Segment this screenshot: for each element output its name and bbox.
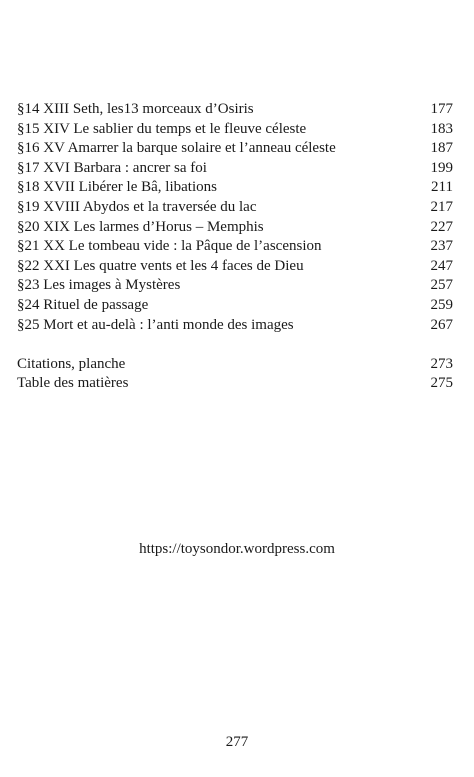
toc-entry-page: 217 xyxy=(430,198,453,215)
toc-entry-page: 237 xyxy=(430,238,453,255)
toc-entry xyxy=(17,198,453,218)
toc-entry-title: §21 XX Le tombeau vide : la Pâque de l’ascension xyxy=(17,238,322,255)
toc-entry xyxy=(17,218,453,238)
toc-entry-title: §16 XV Amarrer la barque solaire et l’anneau céleste xyxy=(17,140,336,157)
toc-entry xyxy=(17,120,453,140)
toc-entry xyxy=(17,139,453,159)
toc-entry-title: §17 XVI Barbara : ancrer sa foi xyxy=(17,159,207,176)
toc-entry-page: 187 xyxy=(430,140,453,157)
toc-entry xyxy=(17,178,453,198)
toc-entry-page: 267 xyxy=(430,316,453,333)
toc-entry xyxy=(17,159,453,179)
toc-entry-page: 227 xyxy=(430,218,453,235)
toc-entry-title: §20 XIX Les larmes d’Horus – Memphis xyxy=(17,218,264,235)
toc-entry-title: §18 XVII Libérer le Bâ, libations xyxy=(17,179,217,196)
toc-entry-page: 259 xyxy=(430,296,453,313)
toc-entry-title: §23 Les images à Mystères xyxy=(17,277,181,294)
toc-entry-page: 273 xyxy=(430,355,453,372)
toc-entry-title: §19 XVIII Abydos et la traversée du lac xyxy=(17,198,257,215)
table-of-contents xyxy=(17,100,453,394)
toc-appendix-entry xyxy=(17,374,453,394)
toc-entry-page: 275 xyxy=(430,375,453,392)
toc-entry-title: §22 XXI Les quatre vents et les 4 faces de Dieu xyxy=(17,257,304,274)
toc-entry xyxy=(17,257,453,277)
toc-entry xyxy=(17,296,453,316)
toc-entry-title: Table des matières xyxy=(17,375,129,392)
toc-entry-page: 177 xyxy=(430,101,453,117)
website-url: https://toysondor.wordpress.com xyxy=(139,541,335,557)
toc-entry xyxy=(17,100,453,120)
toc-entry xyxy=(17,276,453,296)
toc-entry-page: 199 xyxy=(430,159,453,176)
toc-entry xyxy=(17,316,453,336)
toc-spacer xyxy=(17,335,453,355)
toc-entry xyxy=(17,237,453,257)
page-number: 277 xyxy=(225,734,249,750)
toc-entry-page: 183 xyxy=(430,120,453,137)
toc-entry-title: §25 Mort et au-delà : l’anti monde des images xyxy=(17,316,294,333)
toc-entry-page: 247 xyxy=(430,257,453,274)
toc-entry-title: §14 XIII Seth, les13 morceaux d’Osiris xyxy=(17,101,254,117)
toc-appendix-entry xyxy=(17,355,453,375)
toc-entry-page: 257 xyxy=(430,277,453,294)
toc-entry-page: 211 xyxy=(431,179,453,196)
toc-entry-title: §15 XIV Le sablier du temps et le fleuve céleste xyxy=(17,120,307,137)
toc-entry-title: §24 Rituel de passage xyxy=(17,296,149,313)
toc-entry-title: Citations, planche xyxy=(17,355,126,372)
